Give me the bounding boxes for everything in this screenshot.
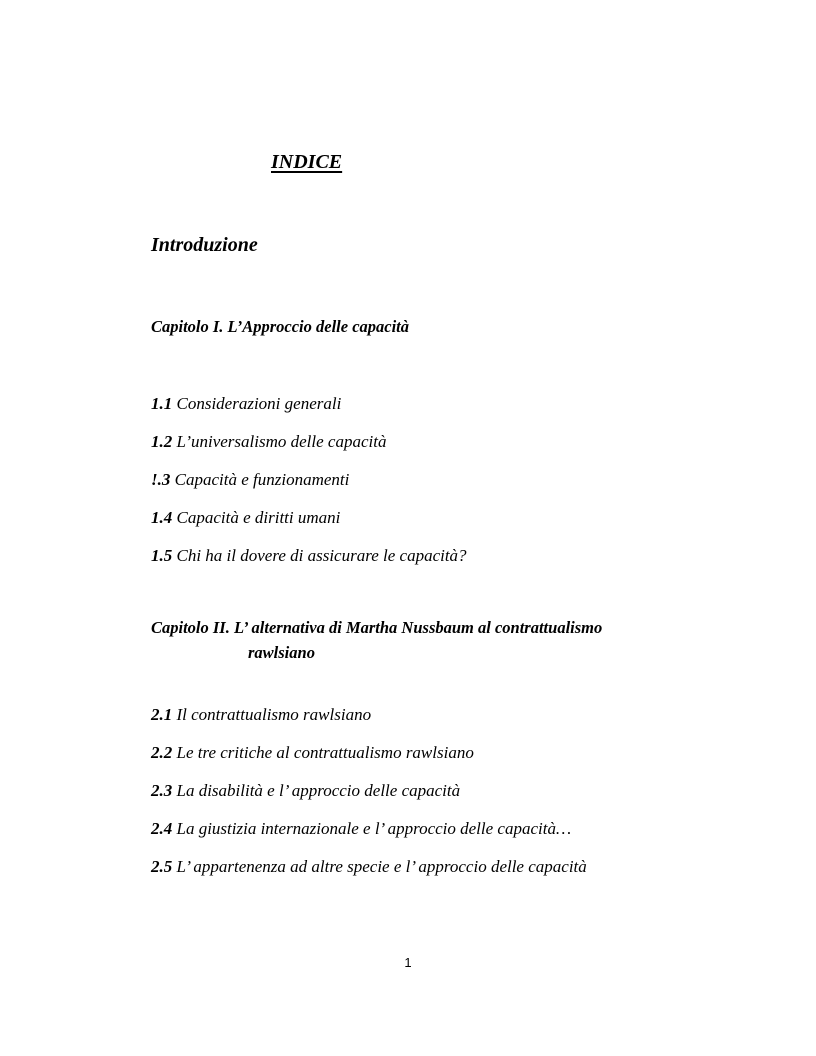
toc-entry-1-5 <box>151 546 467 566</box>
chapter-2-heading-continuation: rawlsiano <box>248 643 315 662</box>
page-title: INDICE <box>271 151 343 173</box>
toc-entry-number: 1.4 <box>151 508 173 527</box>
toc-entry-1-3 <box>151 470 349 490</box>
toc-entry-2-3 <box>151 781 460 801</box>
toc-entry-number: 2.1 <box>151 705 173 724</box>
chapter-1-heading: Capitolo I. L’Approccio delle capacità <box>151 317 410 336</box>
toc-entry-number: 2.4 <box>151 819 173 838</box>
toc-entry-text: Chi ha il dovere di assicurare le capacità? <box>172 546 467 565</box>
toc-entry-text: Capacità e funzionamenti <box>170 470 350 489</box>
toc-entry-2-4 <box>151 819 571 839</box>
toc-entry-text: La disabilità e l’ approccio delle capacità <box>172 781 461 800</box>
toc-entry-2-1 <box>151 705 371 725</box>
toc-entry-number: 1.1 <box>151 394 173 413</box>
toc-entry-number: 2.3 <box>151 781 173 800</box>
toc-entry-1-4 <box>151 508 340 528</box>
toc-entry-2-5 <box>151 857 587 877</box>
toc-entry-1-1 <box>151 394 341 414</box>
page-number: 1 <box>404 955 412 970</box>
toc-entry-number: 1.2 <box>151 432 173 451</box>
toc-entry-number: 2.5 <box>151 857 173 876</box>
toc-entry-2-2 <box>151 743 474 763</box>
toc-entry-number: 1.5 <box>151 546 173 565</box>
toc-entry-text: Il contrattualismo rawlsiano <box>172 705 372 724</box>
introduction-heading: Introduzione <box>151 234 258 256</box>
toc-entry-text: L’ appartenenza ad altre specie e l’ approccio delle capacità <box>172 857 587 876</box>
toc-entry-text: L’universalismo delle capacità <box>172 432 387 451</box>
chapter-2-heading: Capitolo II. L’ alternativa di Martha Nussbaum al contrattualismo <box>151 618 603 637</box>
toc-entry-number: 2.2 <box>151 743 173 762</box>
toc-entry-text: Capacità e diritti umani <box>172 508 341 527</box>
toc-entry-text: Le tre critiche al contrattualismo rawlsiano <box>172 743 474 762</box>
toc-entry-text: Considerazioni generali <box>172 394 342 413</box>
toc-entry-1-2 <box>151 432 386 452</box>
toc-entry-number: !.3 <box>151 470 171 489</box>
toc-entry-text: La giustizia internazionale e l’ approccio delle capacità… <box>172 819 572 838</box>
